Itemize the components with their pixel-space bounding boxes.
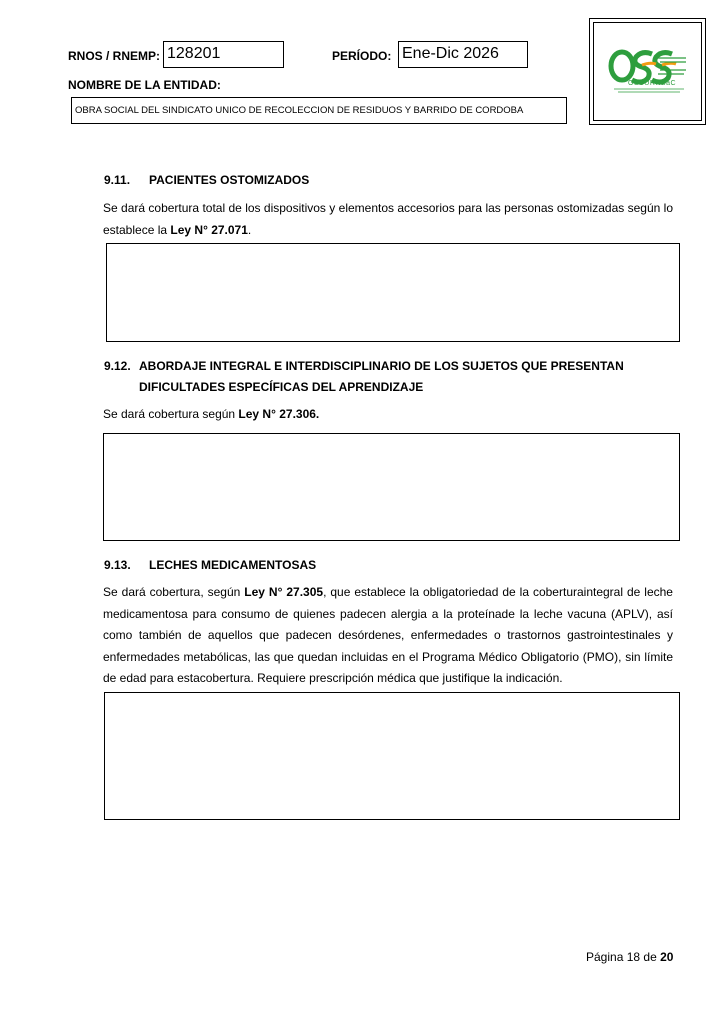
rnos-field[interactable]: 128201: [163, 41, 284, 68]
section-title-9-12-line2: DIFICULTADES ESPECÍFICAS DEL APRENDIZAJE: [139, 380, 424, 394]
entidad-field[interactable]: OBRA SOCIAL DEL SINDICATO UNICO DE RECOLECCION DE RESIDUOS Y BARRIDO DE CORDOBA: [71, 97, 567, 124]
page-label: Página: [586, 950, 624, 964]
law-reference: Ley N° 27.305: [244, 585, 324, 599]
de-label: de: [643, 950, 657, 964]
text-segment: .: [247, 222, 252, 237]
periodo-label: PERÍODO:: [332, 49, 392, 63]
law-reference: Ley N° 27.071: [170, 222, 248, 237]
law-reference: Ley N° 27.306.: [238, 407, 320, 421]
periodo-field[interactable]: Ene-Dic 2026: [398, 41, 528, 68]
response-box-9-11[interactable]: [106, 243, 680, 342]
text-segment: Se dará cobertura total de los dispositivos y elementos accesorios para las personas ostomizadas según lo establece la: [103, 201, 673, 237]
section-number-9-11: 9.11.: [104, 173, 131, 187]
section-text-9-11: [103, 198, 673, 241]
response-box-9-12[interactable]: [103, 433, 680, 541]
section-number-9-12: 9.12.: [104, 359, 131, 373]
text-segment: Se dará cobertura, según: [103, 585, 245, 599]
section-title-9-11: PACIENTES OSTOMIZADOS: [149, 173, 310, 187]
page-number: [586, 950, 673, 964]
total-pages: 20: [660, 950, 674, 964]
logo-frame: [589, 18, 706, 125]
section-text-9-13: [103, 582, 673, 690]
logo-wordmark: OSSURRBaC: [628, 80, 677, 87]
section-text-9-12: [103, 404, 673, 426]
current-page: 18: [626, 950, 641, 964]
text-segment: , que establece la obligatoriedad de la coberturaintegral de leche medicamentosa para consumo de quienes padecen alergia a la proteínade la leche vacuna (APLV), así como también de aquellos que padecen desórdenes, enfermedades o trastornos gastrointestinales y enfermedades metabólicas, las que quedan incluidas en el Programa Médico Obligatorio (PMO), sin límite de edad para estacobertura. Requiere prescripción médica que justifique la indicación.: [103, 585, 673, 685]
response-box-9-13[interactable]: [104, 692, 680, 820]
section-title-9-12-line1: ABORDAJE INTEGRAL E INTERDISCIPLINARIO DE LOS SUJETOS QUE PRESENTAN: [139, 359, 624, 373]
ossurrbac-logo: [594, 23, 701, 120]
section-title-9-13: LECHES MEDICAMENTOSAS: [149, 558, 317, 572]
entidad-label: NOMBRE DE LA ENTIDAD:: [68, 78, 221, 92]
logo-inner-frame: [593, 22, 702, 121]
text-segment: Se dará cobertura según: [103, 407, 239, 421]
section-number-9-13: 9.13.: [104, 558, 131, 572]
rnos-label: RNOS / RNEMP:: [68, 49, 161, 63]
